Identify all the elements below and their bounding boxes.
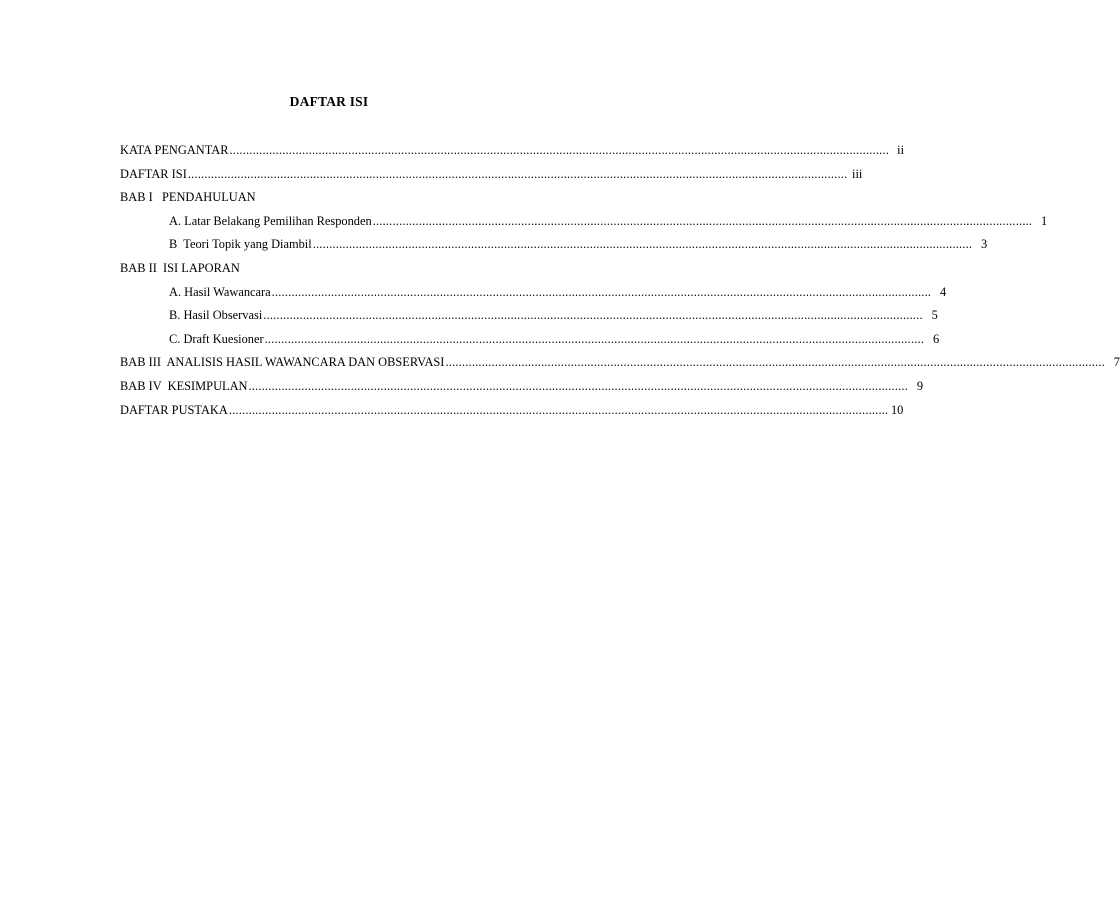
toc-entry-label: A. Latar Belakang Pemilihan Responden [169,213,372,228]
toc-entry-label: KATA PENGANTAR [120,143,229,157]
toc-page-number: ii [897,143,905,157]
toc-entry [120,351,1120,375]
toc-leader-dots: ........................................................................................................................................................................................................ [228,402,889,417]
page-title: DAFTAR ISI [289,94,369,109]
toc-leader-dots: ........................................................................................................................................................................................................ [264,331,925,346]
toc-page-number: 4 [939,284,947,299]
toc-entry-label: DAFTAR ISI [120,166,187,181]
toc-page-number: 10 [890,402,904,417]
toc-leader-dots: ........................................................................................................................................................................................................ [263,308,923,323]
toc-leader-dots: ........................................................................................................................................................................................................ [372,213,1033,228]
toc-entry [120,399,904,423]
toc-page-number: 1 [1041,213,1048,228]
toc-leader-dots: ........................................................................................................................................................................................................ [187,166,848,181]
toc-entry-label: BAB III ANALISIS HASIL WAWANCARA DAN OBSERVASI [120,355,445,370]
table-of-contents [120,139,1120,422]
toc-entry [120,163,863,187]
toc-entry [120,328,940,352]
toc-entry [120,139,905,163]
toc-leader-dots: ........................................................................................................................................................................................................ [229,143,890,157]
toc-entry [120,233,988,257]
toc-entry-label: C. Draft Kuesioner [169,331,264,346]
toc-entry [120,375,924,399]
toc-entry-label: BAB II ISI LAPORAN [120,260,240,275]
toc-page-number: 6 [932,331,940,346]
toc-entry-label: A. Hasil Wawancara [169,284,271,299]
toc-page-number: 5 [931,308,938,323]
toc-entry [120,304,938,328]
toc-entry [120,281,947,305]
toc-entry-label: B Teori Topik yang Diambil [169,237,312,252]
toc-entry-label: BAB I PENDAHULUAN [120,190,256,205]
toc-page-number: 9 [916,378,924,393]
toc-page-number: 3 [981,237,988,252]
toc-chapter-heading [120,186,547,210]
toc-entry [120,210,1048,234]
toc-chapter-heading [120,257,547,281]
toc-entry-label: B. Hasil Observasi [169,308,263,323]
toc-entry-label: BAB IV KESIMPULAN [120,378,248,393]
toc-leader-dots: ........................................................................................................................................................................................................ [271,284,932,299]
toc-page-number: iii [852,166,863,181]
toc-entry-label: DAFTAR PUSTAKA [120,402,228,417]
toc-page-number: 7 [1113,355,1120,370]
toc-leader-dots: ........................................................................................................................................................................................................ [248,378,909,393]
toc-leader-dots: ........................................................................................................................................................................................................ [312,237,973,252]
toc-leader-dots: ........................................................................................................................................................................................................ [445,355,1105,370]
